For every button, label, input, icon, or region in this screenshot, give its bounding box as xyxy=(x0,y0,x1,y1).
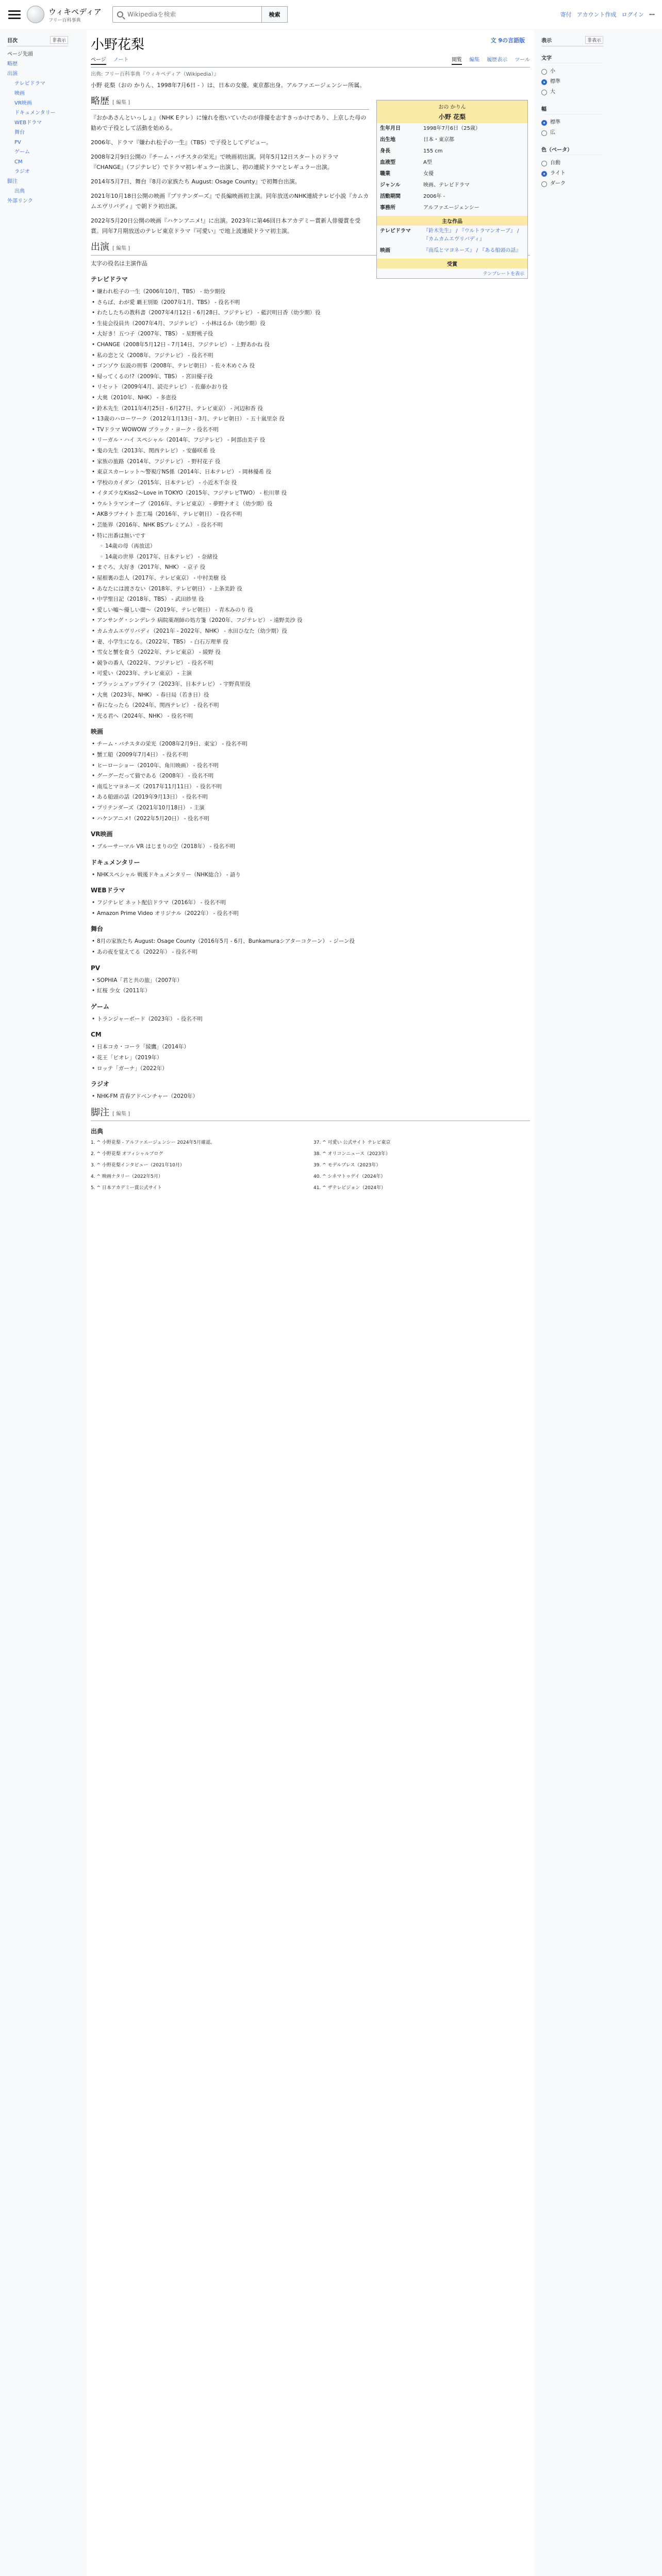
list-item[interactable]: • 妻、小学生になる。（2022年、TBS） - 白石万理華 役 xyxy=(91,637,530,648)
list-item[interactable]: • リセット（2009年4月、読売テレビ） - 佐藤かおり役 xyxy=(91,382,530,393)
list-item[interactable]: • NHKスペシャル 戦後ドキュメンタリー（NHK総合） - 語り xyxy=(91,870,530,880)
references-right-column xyxy=(313,1139,530,1195)
infobox-kana: おの かりん xyxy=(377,100,527,110)
list-item[interactable]: • 鈴木先生（2011年4月25日 - 6月27日、テレビ東京） - 河辺和香 役 xyxy=(91,403,530,414)
toc-item[interactable]: CM xyxy=(14,159,23,165)
infobox-value: A型 xyxy=(423,160,432,165)
toc-title: 目次 xyxy=(7,38,18,44)
toc-item[interactable]: 映画 xyxy=(14,91,25,96)
references xyxy=(91,1139,530,1195)
list-item[interactable]: • 芸能界（2016年、NHK BSプレミアム） - 役名不明 xyxy=(91,520,530,531)
radio-dot-icon[interactable] xyxy=(541,90,547,95)
list-item[interactable]: • NHK-FM 青春アドベンチャー（2020年） xyxy=(91,1091,530,1102)
reference-item: 40. ^ シネマトゥデイ（2024年） xyxy=(313,1174,386,1179)
subheading-radio: ラジオ xyxy=(91,1080,110,1088)
reference-item: 2. ^ 小野花梨 オフィシャルブログ xyxy=(91,1151,163,1157)
infobox-key: 映画 xyxy=(380,248,390,253)
list-item[interactable]: • 競争の番人（2022年、フジテレビ） - 役名不明 xyxy=(91,658,530,669)
language-button[interactable]: 文 9の言語版 xyxy=(490,37,525,44)
reference-item: 37. ^ 可愛い 公式サイト テレビ東京 xyxy=(313,1140,391,1145)
web-drama-list xyxy=(91,897,530,919)
toc-sidebar xyxy=(7,36,68,206)
film-list xyxy=(91,739,530,824)
list-item[interactable]: • カムカムエヴリバディ（2021年 - 2022年、NHK） - 水田ひなた（幼少期）役 xyxy=(91,626,530,637)
infobox xyxy=(376,100,528,279)
infobox-key: ジャンル xyxy=(380,182,401,188)
tab-read[interactable]: 閲覧 xyxy=(452,55,462,65)
radio-label: 標準 xyxy=(550,79,560,84)
list-item[interactable]: • 雪女と蟹を食う（2022年、テレビ東京） - 綾野 役 xyxy=(91,647,530,658)
infobox-key: 職業 xyxy=(380,171,390,177)
list-item[interactable]: • 花王「ビオレ」（2019年） xyxy=(91,1053,530,1063)
list-item[interactable]: • あなたには渡さない（2018年、テレビ朝日） - 上条美鈴 役 xyxy=(91,584,530,595)
section-heading-works: 出演 [ 編集 ] xyxy=(91,242,530,256)
infobox-value: 日本・東京都 xyxy=(423,137,454,143)
toc-item[interactable]: WEBドラマ xyxy=(14,120,42,126)
list-item[interactable]: • 鬼の先生（2013年、関西テレビ） - 安藤咲希 役 xyxy=(91,446,530,456)
list-item[interactable]: • ロッテ「ガーナ」（2022年） xyxy=(91,1063,530,1074)
reference-item: 3. ^ 小野花梨インタビュー（2021年10月） xyxy=(91,1162,185,1168)
list-item[interactable]: • CHANGE（2008年5月12日 - 7月14日、フジテレビ） - 上野あかね 役 xyxy=(91,340,530,350)
infobox-value: 2006年 - xyxy=(423,194,445,199)
list-item[interactable]: • ブラッシュアップライフ（2023年、日本テレビ） - 宇野真里役 xyxy=(91,679,530,690)
infobox-value[interactable]: 『鈴木先生』 / 『ウルトラマンオーブ』 / 『カムカムエヴリバディ』 xyxy=(423,228,519,242)
infobox-key: 出生地 xyxy=(380,137,395,143)
subheading-film: 映画 xyxy=(91,728,104,736)
color-heading: 色（ベータ） xyxy=(541,145,603,155)
reference-item: 4. ^ 映画ナタリー（2022年5月） xyxy=(91,1174,163,1179)
page-tabs xyxy=(91,55,530,67)
list-item[interactable]: • TVドラマ WOWOW ブラック・ヨーク - 役名不明 xyxy=(91,425,530,435)
list-item[interactable]: • 私の恋と父（2008年、フジテレビ） - 役名不明 xyxy=(91,350,530,361)
list-item[interactable]: • 家族の旅路（2014年、フジテレビ） - 野村花子 役 xyxy=(91,456,530,467)
infobox-name: 小野 花梨 xyxy=(377,110,527,123)
bio-paragraph: 2021年10月18日公開の映画『プリテンダーズ』で長編映画初主演。同年放送のNHK連続テレビ小説『カムカムエヴリバディ』で朝ドラ初出演。 xyxy=(91,193,369,210)
subheading-pv: PV xyxy=(91,964,101,972)
list-item[interactable]: • Amazon Prime Video オリジナル（2022年） - 役名不明 xyxy=(91,908,530,919)
infobox-work-row xyxy=(377,245,527,257)
reference-item: 38. ^ オリコンニュース（2023年） xyxy=(313,1151,390,1157)
list-item[interactable]: • あの夜を覚えてる（2022年） - 役名不明 xyxy=(91,947,530,958)
infobox-row xyxy=(377,191,527,202)
intro-paragraph: 小野 花梨（おの かりん、1998年7月6日 - ）は、日本の女優。東京都出身。アルファエージェンシー所属。 xyxy=(91,82,366,89)
toc-item[interactable]: ゲーム xyxy=(14,149,30,155)
subheading-tv: テレビドラマ xyxy=(91,276,128,283)
tab-talk[interactable]: ノート xyxy=(113,57,129,63)
radio-dot-icon[interactable] xyxy=(541,79,547,85)
toc-hide-button[interactable]: 非表示 xyxy=(50,36,68,44)
game-list xyxy=(91,1014,530,1025)
infobox-value: 女優 xyxy=(423,171,434,177)
donate-link[interactable]: 寄付 xyxy=(560,11,572,18)
toc-item[interactable]: テレビドラマ xyxy=(14,81,45,87)
list-item[interactable]: • 春になったら（2024年、関西テレビ） - 役名不明 xyxy=(91,700,530,711)
pv-list xyxy=(91,975,530,996)
list-item[interactable]: • ウルトラマンオーブ（2016年、テレビ東京） - 夢野ナオミ（幼少期）役 xyxy=(91,499,530,510)
list-item[interactable]: • 光る君へ（2024年、NHK） - 役名不明 xyxy=(91,711,530,722)
list-item[interactable]: • わたしたちの教科書（2007年4月12日 - 6月28日、フジテレビ） - 藍沢明日香（幼少期）役 xyxy=(91,308,530,318)
width-heading: 幅 xyxy=(541,105,603,114)
list-item[interactable]: • グーグーだって猫である（2008年） - 役名不明 xyxy=(91,771,530,782)
subheading-cm: CM xyxy=(91,1031,102,1039)
from-wikipedia: 出典: フリー百科事典『ウィキペディア（Wikipedia）』 xyxy=(91,72,219,77)
list-item[interactable]: • アンサング・シンデレラ 病院薬剤師の処方箋（2020年、フジテレビ） - 遠野美沙 役 xyxy=(91,615,530,626)
infobox-value[interactable]: 『南瓜とマヨネーズ』 / 『ある船頭の話』 xyxy=(423,248,521,253)
text-size-heading: 文字 xyxy=(541,54,603,63)
bio-section xyxy=(91,113,369,236)
list-item[interactable]: • チーム・バチスタの栄光（2008年2月9日、東宝） - 役名不明 xyxy=(91,739,530,750)
subheading-stage: 舞台 xyxy=(91,925,104,933)
radio-dot-icon[interactable] xyxy=(541,130,547,136)
list-item[interactable]: • 8月の家族たち August: Osage County（2016年5月 - 6月、Bunkamuraシアターコクーン） - ジーン役 xyxy=(91,936,530,947)
infobox-key: 活動期間 xyxy=(380,194,401,199)
list-item[interactable]: • 13歳のハローワーク（2012年1月13日 - 3月、テレビ朝日） - 五十嵐里奈 役 xyxy=(91,414,530,425)
appearance-title: 表示 xyxy=(541,38,552,44)
radio-dot-icon[interactable] xyxy=(541,69,547,75)
radio-option[interactable] xyxy=(541,158,603,168)
bio-paragraph: 2006年、ドラマ『嫌われ松子の一生』（TBS）で子役としてデビュー。 xyxy=(91,139,272,146)
infobox-row xyxy=(377,180,527,191)
subheading-refs: 出典 xyxy=(91,1127,104,1135)
list-item[interactable]: • 嫌われ松子の一生（2006年10月、TBS） - 幼少期役 xyxy=(91,286,530,297)
list-item[interactable]: • 紅桜 少女（2011年） xyxy=(91,986,530,996)
list-item[interactable]: • ゴンゾウ 伝説の刑事（2008年、テレビ朝日） - 佐々木めぐみ 役 xyxy=(91,361,530,371)
list-item[interactable]: • 学校のカイダン（2015年、日本テレビ） - 小近木千奈 役 xyxy=(91,478,530,488)
list-item[interactable]: • 日本コカ・コーラ「綾鷹」（2014年） xyxy=(91,1042,530,1053)
text-size-options xyxy=(541,66,603,97)
list-item[interactable]: • 屋根裏の恋人（2017年、テレビ東京） - 中村美樹 役 xyxy=(91,573,530,584)
infobox-value: 155 cm xyxy=(423,148,443,154)
bio-paragraph: 『おかあさんといっしょ』（NHK Eテレ）に憧れを抱いていたのが俳優を志すきっかけであり、上京した母の勧めで子役として活動を始める。 xyxy=(91,114,367,131)
list-item[interactable]: • 帰ってくるの!?（2009年、TBS） - 宮田優子役 xyxy=(91,371,530,382)
more-icon[interactable]: ⋯ xyxy=(649,11,655,18)
toc-item[interactable]: ラジオ xyxy=(14,169,30,175)
infobox-row xyxy=(377,134,527,146)
infobox-key: 身長 xyxy=(380,148,390,154)
toc-item[interactable]: 略歴 xyxy=(7,61,18,67)
stage-list xyxy=(91,936,530,957)
list-item[interactable]: • 大奥（2010年、NHK） - 多恵役 xyxy=(91,393,530,403)
toc-item[interactable]: VR映画 xyxy=(14,100,32,106)
radio-label: ダーク xyxy=(550,181,566,187)
search-button[interactable]: 検索 xyxy=(262,6,288,23)
reference-item: 1. ^ 小野花梨 - アルファエージェンシー 2024年5月確認。 xyxy=(91,1140,216,1145)
tab-history[interactable]: 履歴表示 xyxy=(487,57,508,63)
infobox-works xyxy=(377,226,527,257)
tab-edit[interactable]: 編集 xyxy=(469,57,480,63)
reference-item: 5. ^ 日本アカデミー賞公式サイト xyxy=(91,1185,162,1191)
infobox-key: 生年月日 xyxy=(380,126,401,131)
list-item[interactable]: • 南瓜とマヨネーズ（2017年11月11日） - 役名不明 xyxy=(91,782,530,792)
toc-item[interactable]: 出演 xyxy=(7,71,18,77)
reference-item: 39. ^ モデルプレス（2023年） xyxy=(313,1162,381,1168)
page-title: 小野花梨 xyxy=(91,37,145,52)
list-item[interactable]: • 特に出番は無いです xyxy=(91,531,530,541)
references-left-column xyxy=(91,1139,307,1195)
list-item[interactable]: • リーガル・ハイ スペシャル（2014年、フジテレビ） - 阿部由美子 役 xyxy=(91,435,530,446)
list-item[interactable]: • ブルーサーマル VR はじまりの空（2018年） - 役名不明 xyxy=(91,841,530,852)
radio-label: 小 xyxy=(550,69,555,74)
list-item[interactable]: • 蟹工船（2009年7月4日） - 役名不明 xyxy=(91,750,530,760)
width-options xyxy=(541,117,603,138)
search-input[interactable] xyxy=(127,11,261,18)
section-heading-notes: 脚注 [ 編集 ] xyxy=(91,1107,530,1121)
color-options xyxy=(541,158,603,189)
infobox-row xyxy=(377,168,527,180)
list-item[interactable]: • 大奥（2023年、NHK） - 春日局（若き日）役 xyxy=(91,690,530,701)
radio-label: 標準 xyxy=(550,120,560,125)
note-bold: 太字の役名は主演作品 xyxy=(91,260,147,267)
list-item[interactable]: • 中学聖日記（2018年、TBS） - 武田紗里 役 xyxy=(91,594,530,605)
radio-option[interactable] xyxy=(541,168,603,179)
infobox-works-head: 主な作品 xyxy=(377,216,527,226)
globe-logo-icon xyxy=(27,6,44,23)
toc-item[interactable]: 脚注 xyxy=(7,179,18,184)
radio-label: ライト xyxy=(550,171,566,176)
radio-option[interactable] xyxy=(541,77,603,87)
infobox-rows xyxy=(377,123,527,214)
radio-dot-icon[interactable] xyxy=(541,161,547,166)
list-item[interactable]: • 可愛い（2023年、テレビ東京） - 主演 xyxy=(91,668,530,679)
list-item[interactable]: • まぐろ、大好き（2017年、NHK） - 京子 役 xyxy=(91,562,530,573)
infobox-key: テレビドラマ xyxy=(380,228,411,234)
infobox-work-row xyxy=(377,226,527,245)
site-logo[interactable] xyxy=(27,5,104,25)
infobox-row xyxy=(377,157,527,168)
appearance-hide-button[interactable]: 非表示 xyxy=(585,36,603,44)
reference-item: 41. ^ ザテレビジョン（2024年） xyxy=(313,1185,386,1191)
toc-item[interactable]: PV xyxy=(14,140,21,145)
tab-page[interactable]: ページ xyxy=(91,55,106,65)
list-item[interactable]: • 愛しい嘘〜優しい闇〜（2019年、テレビ朝日） - 青木みのり 役 xyxy=(91,605,530,616)
top-header xyxy=(0,0,662,29)
logo-title: ウィキペディア xyxy=(48,7,102,16)
infobox-row xyxy=(377,202,527,214)
list-item[interactable]: ◦ 14歳の母（再放送） xyxy=(91,541,530,552)
appearance-header xyxy=(541,36,603,46)
appearance-sidebar xyxy=(541,36,603,189)
radio-label: 大 xyxy=(550,89,555,95)
list-item[interactable]: • 大好き！五つ子（2007年、TBS） - 星野桃子役 xyxy=(91,329,530,340)
subheading-vr: VR映画 xyxy=(91,831,113,838)
radio-option[interactable] xyxy=(541,117,603,128)
radio-option[interactable] xyxy=(541,66,603,77)
create-account-link[interactable]: アカウント作成 xyxy=(576,11,617,18)
toc-item[interactable]: 舞台 xyxy=(14,130,25,135)
bio-paragraph: 2008年2月9日公開の『チーム・バチスタの栄光』で映画初出演。同年5月12日スタートのドラマ『CHANGE』（フジテレビ）でドラマ初レギュラー出演し、初の連続ドラマとレギュラー出演。 xyxy=(91,154,339,171)
subheading-web: WEBドラマ xyxy=(91,887,125,894)
toc-item[interactable]: 出典 xyxy=(14,189,25,194)
cm-list xyxy=(91,1042,530,1074)
list-item[interactable]: ◦ 14歳の世界（2017年、日本テレビ） - 奈緒役 xyxy=(91,552,530,563)
list-item[interactable]: • フジテレビ ネット配信ドラマ（2016年） - 役名不明 xyxy=(91,897,530,908)
bio-paragraph: 2014年5月7日、舞台『8月の家族たち August: Osage County』で初舞台出演。 xyxy=(91,178,301,185)
subheading-documentary: ドキュメンタリー xyxy=(91,858,140,866)
bio-paragraph: 2022年5月20日公開の映画『ハケンアニメ!』に出演。2023年に第46回日本アカデミー賞新人俳優賞を受賞。同年7月期放送のテレビ東京ドラマ『可愛い』で地上波連続ドラマ初主演。 xyxy=(91,217,361,234)
section-heading-bio: 略歴 [ 編集 ] xyxy=(91,96,369,110)
list-item[interactable]: • ヒーローショー（2010年、角川映画） - 役名不明 xyxy=(91,760,530,771)
infobox-value: 映画、テレビドラマ xyxy=(423,182,470,188)
infobox-row xyxy=(377,146,527,157)
template-link[interactable]: テンプレートを表示 xyxy=(483,272,524,277)
list-item[interactable]: • AKBラブナイト 恋工場（2016年、テレビ朝日） - 役名不明 xyxy=(91,509,530,520)
toc-item[interactable]: 外部リンク xyxy=(7,198,33,204)
radio-dot-icon[interactable] xyxy=(541,181,547,187)
toc-list xyxy=(7,49,68,206)
radio-dot-icon[interactable] xyxy=(541,120,547,126)
search-form xyxy=(112,6,288,23)
radio-dot-icon[interactable] xyxy=(541,171,547,177)
infobox-key: 血液型 xyxy=(380,160,395,165)
list-item[interactable]: • トランジャーボード（2023年） - 役名不明 xyxy=(91,1014,530,1025)
documentary-list xyxy=(91,870,530,880)
login-link[interactable]: ログイン xyxy=(621,11,644,18)
list-item[interactable]: • 東京スカーレット〜警視庁NS係（2014年、日本テレビ） - 岡林優希 役 xyxy=(91,467,530,478)
list-item[interactable]: • イタズラなKiss2〜Love in TOKYO（2015年、フジテレビTWO） - 松川翠 役 xyxy=(91,488,530,499)
infobox-key: 事務所 xyxy=(380,205,395,211)
tab-tools[interactable]: ツール xyxy=(515,57,530,63)
infobox-row xyxy=(377,123,527,134)
radio-option[interactable] xyxy=(541,87,603,97)
list-item[interactable]: • プリテンダーズ（2021年10月18日） - 主演 xyxy=(91,803,530,814)
search-box[interactable] xyxy=(112,6,262,23)
list-item[interactable]: • 生徒会役員共（2007年4月、フジテレビ） - 小林はるか（幼少期）役 xyxy=(91,318,530,329)
infobox-value: 1998年7月6日（25歳） xyxy=(423,126,481,131)
toc-item[interactable]: ドキュメンタリー xyxy=(14,110,56,116)
tv-list xyxy=(91,286,530,721)
search-icon xyxy=(117,11,123,18)
radio-option[interactable] xyxy=(541,179,603,189)
hamburger-menu-icon[interactable] xyxy=(8,8,21,21)
logo-tagline: フリー百科事典 xyxy=(48,18,81,23)
main-content xyxy=(87,30,534,2576)
user-links xyxy=(560,10,655,19)
list-item[interactable]: • さらば、わが愛 覇王別姫（2007年1月、TBS） - 役名不明 xyxy=(91,297,530,308)
subheading-game: ゲーム xyxy=(91,1003,110,1010)
vr-list xyxy=(91,841,530,852)
radio-label: 自動 xyxy=(550,160,560,166)
infobox-value: アルファエージェンシー xyxy=(423,205,479,211)
infobox-award-band[interactable]: 受賞 xyxy=(377,259,527,268)
list-item[interactable]: • SOPHIA「君と共の旅」（2007年） xyxy=(91,975,530,986)
toc-item[interactable]: ページ先頭 xyxy=(7,52,33,57)
toc-header xyxy=(7,36,68,46)
radio-option[interactable] xyxy=(541,128,603,138)
radio-list xyxy=(91,1091,530,1102)
list-item[interactable]: • ある船頭の話（2019年9月13日） - 役名不明 xyxy=(91,792,530,803)
radio-label: 広 xyxy=(550,130,555,135)
list-item[interactable]: • ハケンアニメ!（2022年5月20日） - 役名不明 xyxy=(91,814,530,824)
